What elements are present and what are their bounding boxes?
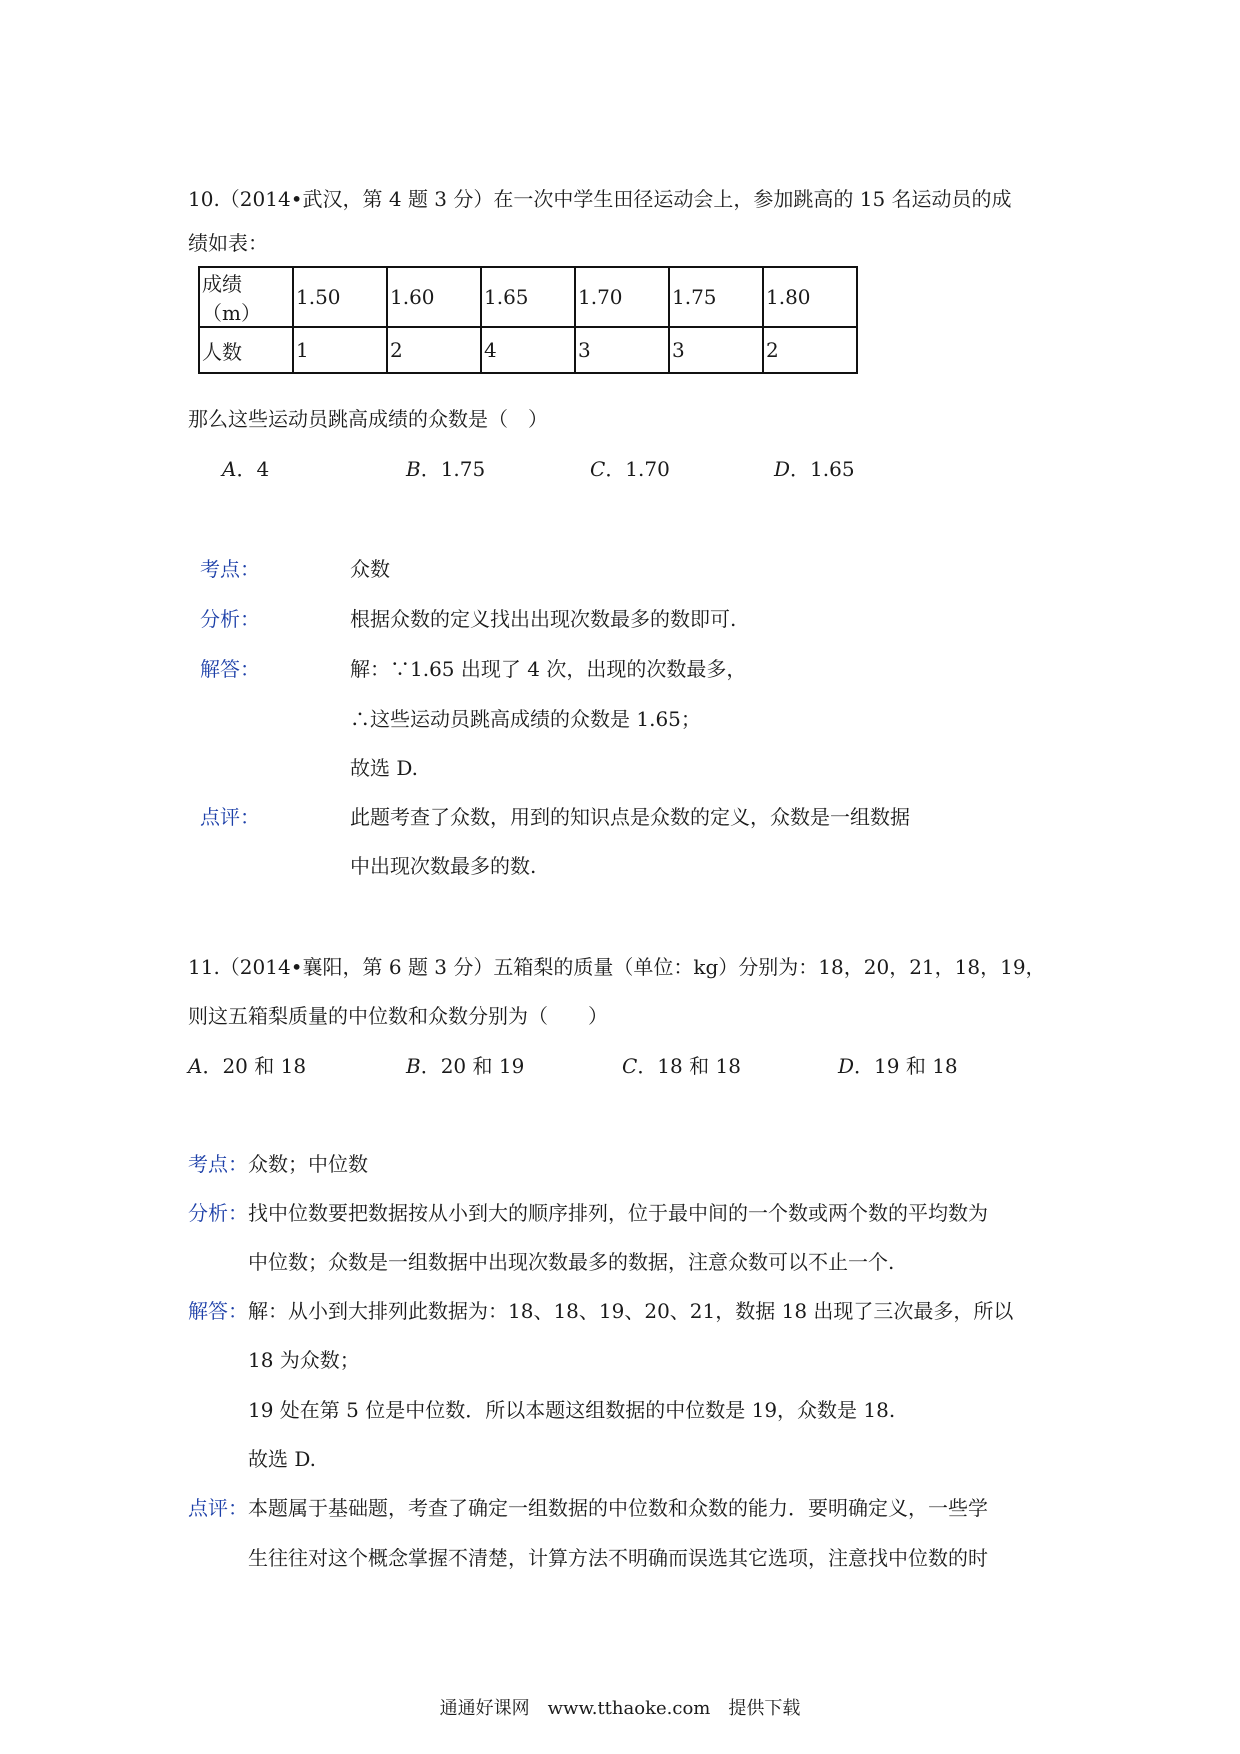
q10-dianping-line1: 此题考查了众数，用到的知识点是众数的定义，众数是一组数据 <box>350 805 910 829</box>
q11-stem-line1: 11.（2014•襄阳，第 6 题 3 分）五箱梨的质量（单位：kg）分别为：18，20，21，18，19， <box>188 955 1046 979</box>
table-cell: 4 <box>481 327 575 373</box>
option-text: ．4 <box>236 457 270 481</box>
q10-jieda-label: 解答： <box>200 657 260 681</box>
q10-jieda-line2: ∴这些运动员跳高成绩的众数是 1.65； <box>350 707 701 731</box>
q10-kaodian: 众数 <box>350 557 390 581</box>
table-cell: 1.80 <box>763 267 857 327</box>
option-letter: D <box>774 457 791 481</box>
q11-jieda-label: 解答： <box>188 1299 248 1323</box>
option-text: ．1.75 <box>420 457 486 481</box>
q11-fenxi-label: 分析： <box>188 1201 248 1225</box>
q10-option-c <box>590 456 670 482</box>
q10-fenxi: 根据众数的定义找出出现次数最多的数即可. <box>350 607 737 631</box>
q11-kaodian: 众数；中位数 <box>248 1152 368 1176</box>
table-row <box>199 327 857 373</box>
table-cell: 3 <box>669 327 763 373</box>
q10-fenxi-label: 分析： <box>200 607 260 631</box>
option-letter: B <box>406 1054 421 1078</box>
option-letter: B <box>406 457 421 481</box>
q11-fenxi-line1: 找中位数要把数据按从小到大的顺序排列，位于最中间的一个数或两个数的平均数为 <box>248 1201 988 1225</box>
q11-stem-line2: 则这五箱梨质量的中位数和众数分别为（ ） <box>188 1004 608 1028</box>
option-text: ．18 和 18 <box>637 1054 741 1078</box>
option-text: ．19 和 18 <box>854 1054 958 1078</box>
table-cell: 1.50 <box>293 267 387 327</box>
q10-stem-line2: 绩如表： <box>188 231 268 255</box>
table-row <box>199 267 857 327</box>
option-letter: A <box>222 457 237 481</box>
table-cell: 2 <box>763 327 857 373</box>
q11-dianping-line2: 生往往对这个概念掌握不清楚，计算方法不明确而误选其它选项，注意找中位数的时 <box>248 1546 988 1570</box>
q11-dianping-line1: 本题属于基础题，考查了确定一组数据的中位数和众数的能力．要明确定义，一些学 <box>248 1496 988 1520</box>
page-footer: 通通好课网 www.tthaoke.com 提供下载 <box>439 1698 801 1719</box>
q11-jieda-line4: 故选 D. <box>248 1447 317 1471</box>
q10-jieda-line3: 故选 D. <box>350 756 419 780</box>
table-cell: 1.65 <box>481 267 575 327</box>
q10-option-d <box>774 456 855 482</box>
q11-jieda-line1: 解：从小到大排列此数据为：18、18、19、20、21，数据 18 出现了三次最多，所以 <box>248 1299 1014 1323</box>
option-text: ．20 和 19 <box>420 1054 525 1078</box>
option-text: ．1.65 <box>790 457 855 481</box>
option-letter: C <box>622 1054 638 1078</box>
q11-option-b <box>406 1053 524 1079</box>
q10-stem-line1: 10.（2014•武汉，第 4 题 3 分）在一次中学生田径运动会上，参加跳高的 15 名运动员的成 <box>188 187 1012 211</box>
option-letter: C <box>590 457 606 481</box>
q11-kaodian-label: 考点： <box>188 1152 248 1176</box>
table-cell: 3 <box>575 327 669 373</box>
table-cell: 1.70 <box>575 267 669 327</box>
table-cell: 1 <box>293 327 387 373</box>
option-letter: A <box>188 1054 203 1078</box>
option-text: ．1.70 <box>605 457 670 481</box>
table-cell: 2 <box>387 327 481 373</box>
table-cell: 1.75 <box>669 267 763 327</box>
q11-jieda-line2: 18 为众数； <box>248 1348 360 1372</box>
q10-option-a <box>222 456 269 482</box>
q10-dianping-label: 点评： <box>200 805 260 829</box>
q10-question: 那么这些运动员跳高成绩的众数是（ ） <box>188 407 548 431</box>
q11-option-d <box>838 1053 958 1079</box>
q11-option-a <box>188 1053 306 1079</box>
option-text: ．20 和 18 <box>202 1054 307 1078</box>
q11-fenxi-line2: 中位数；众数是一组数据中出现次数最多的数据，注意众数可以不止一个. <box>248 1250 895 1274</box>
table-row-header-count: 人数 <box>199 327 293 373</box>
q10-dianping-line2: 中出现次数最多的数. <box>350 854 537 878</box>
q10-jieda-line1: 解：∵1.65 出现了 4 次，出现的次数最多， <box>350 657 747 681</box>
table-row-header-score: 成绩（m） <box>199 267 293 327</box>
q11-jieda-line3: 19 处在第 5 位是中位数．所以本题这组数据的中位数是 19，众数是 18. <box>248 1398 896 1422</box>
option-letter: D <box>838 1054 855 1078</box>
q10-kaodian-label: 考点： <box>200 557 260 581</box>
q10-score-table <box>198 266 858 374</box>
q11-option-c <box>622 1053 741 1079</box>
q10-option-b <box>406 456 485 482</box>
q11-dianping-label: 点评： <box>188 1496 248 1520</box>
table-cell: 1.60 <box>387 267 481 327</box>
